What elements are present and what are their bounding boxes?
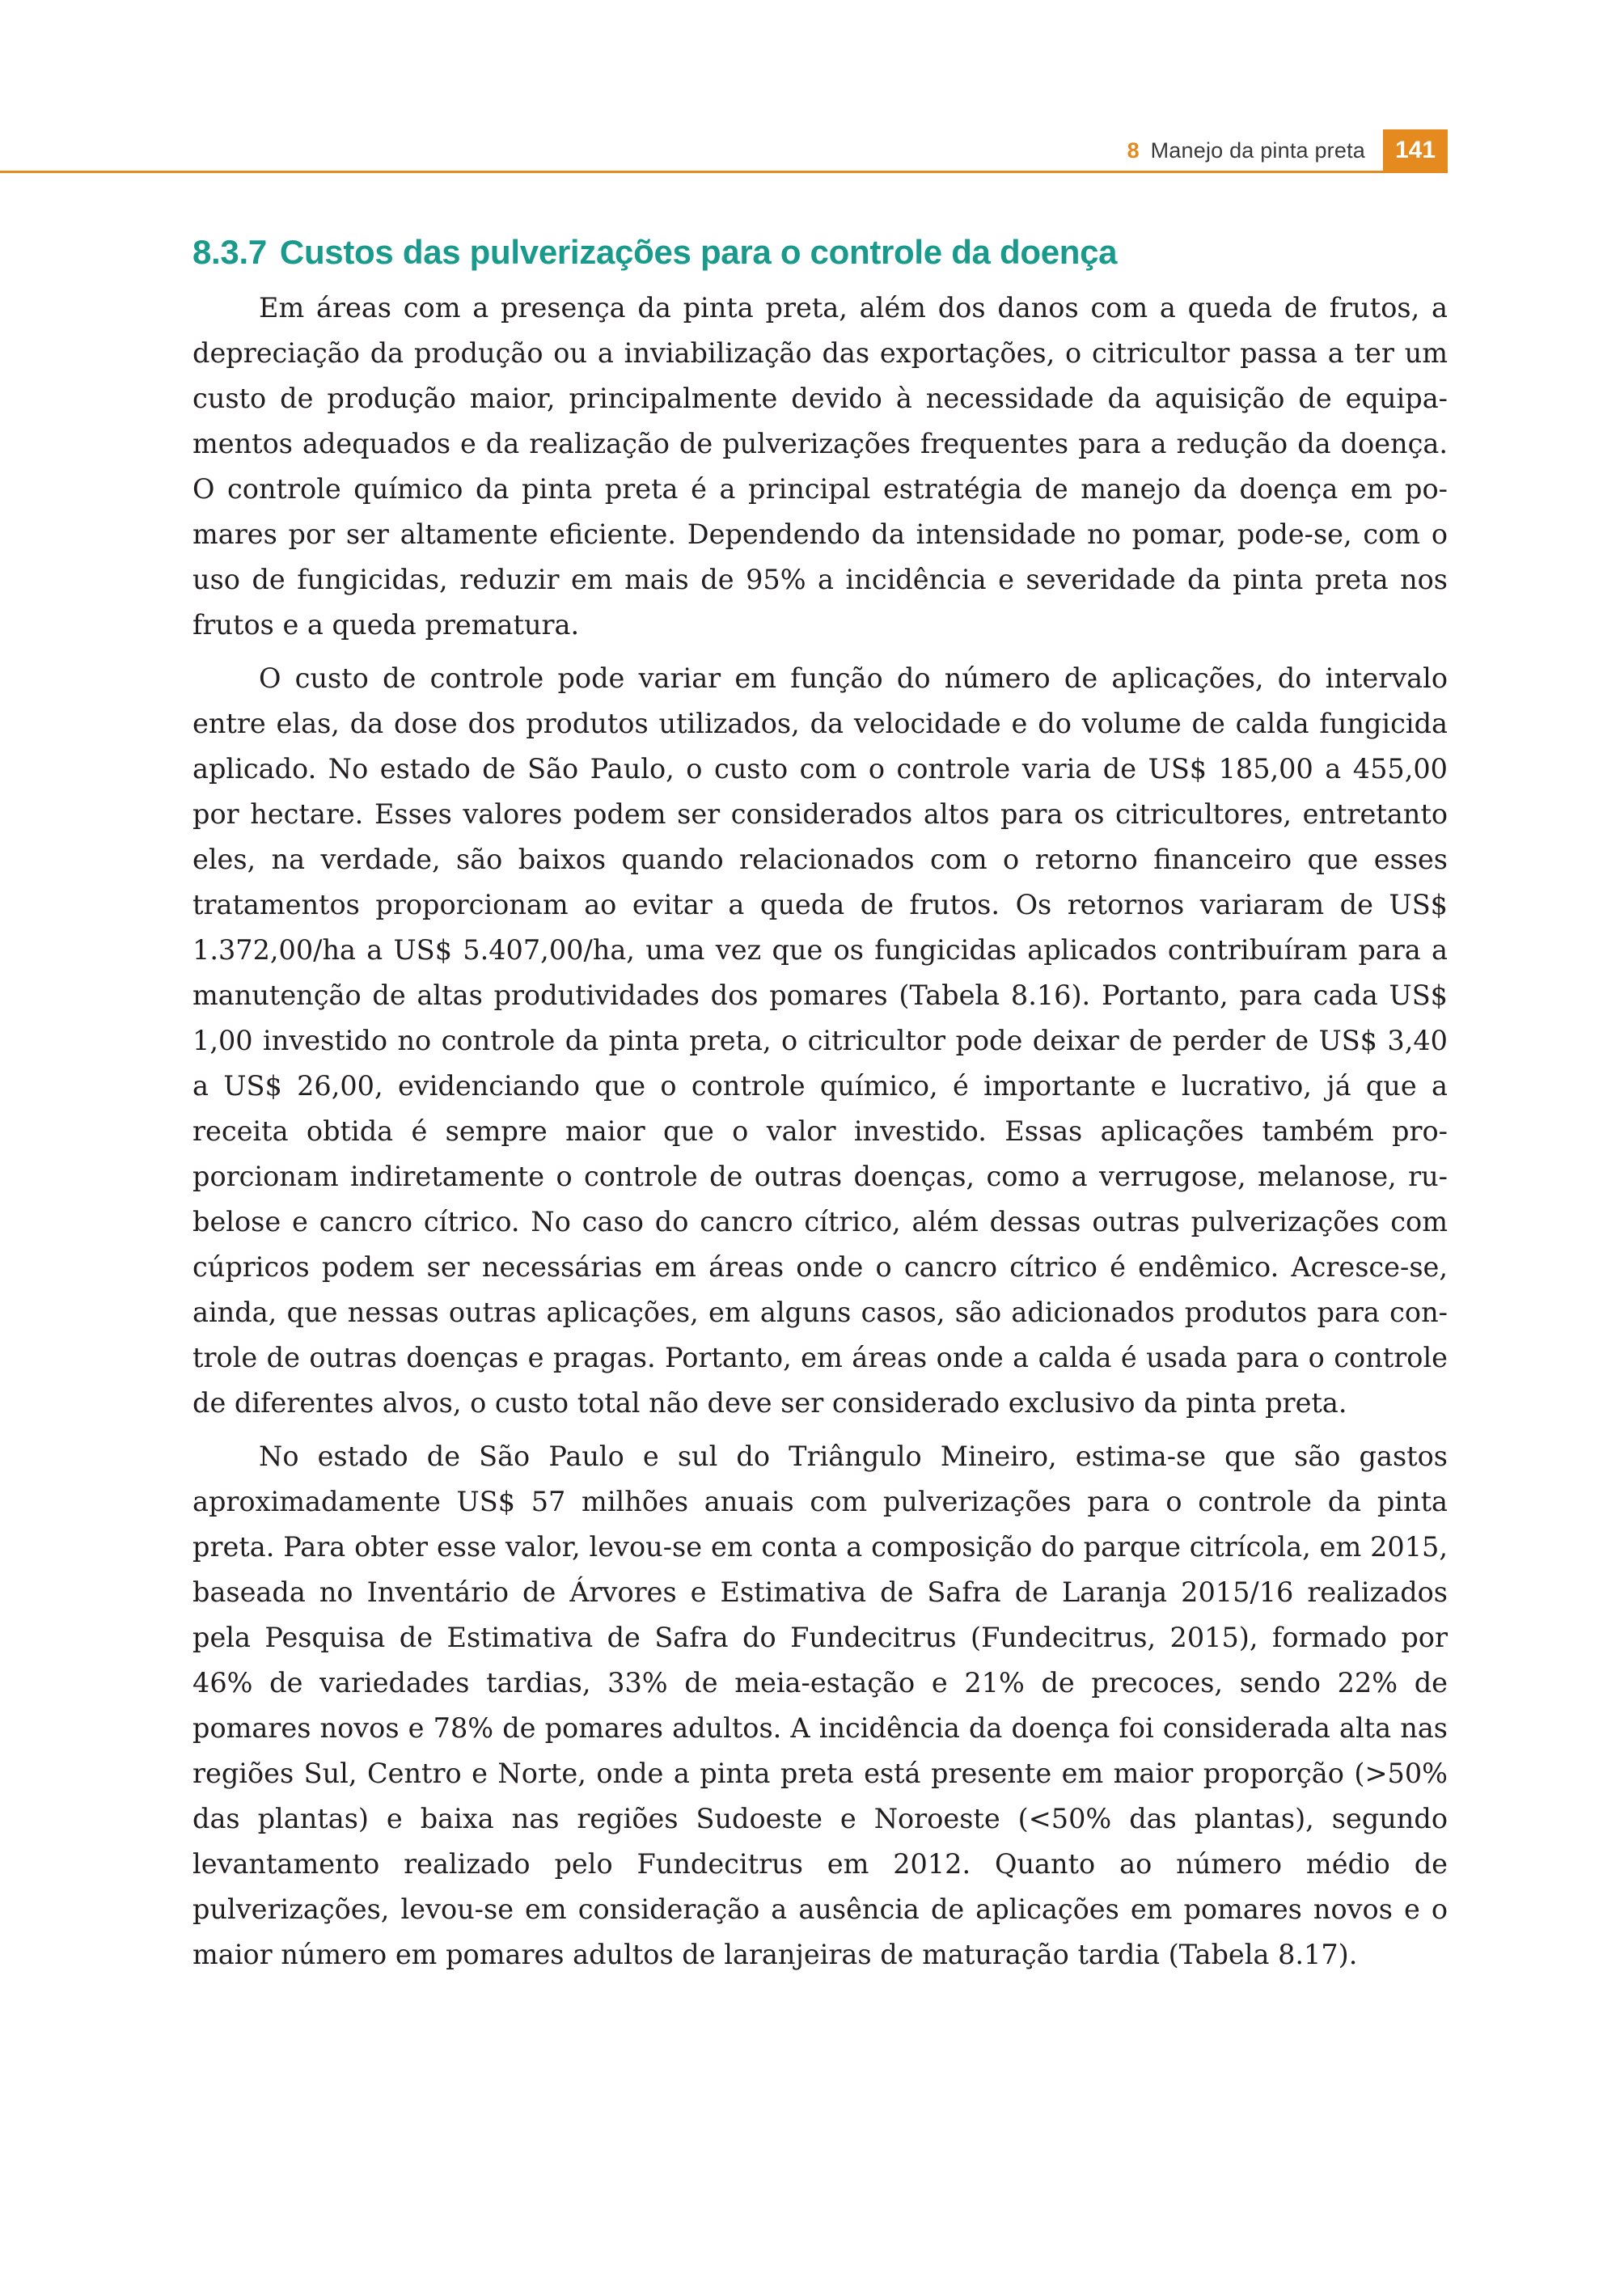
paragraph-3: No estado de São Paulo e sul do Triângulo Mineiro, estima-se que são gastos aproximadamente US$ 57 milhões anuais com pulverizações para o controle da pinta preta. Para obter esse valor, levou-se em conta a composição do parque citrícola, em 2015, baseada no Inventário de Árvores e Estimativa de Safra de Laranja 2015/16 realizados pela Pesquisa de Estimativa de Safra do Fundecitrus (Fundecitrus, 2015), formado por 46% de variedades tardias, 33% de meia-estação e 21% de precoces, sendo 22% de pomares novos e 78% de pomares adultos. A incidência da doença foi considerada alta nas regiões Sul, Centro e Norte, onde a pinta preta está presente em maior proporção (>50% das plantas) e baixa nas regiões Sudoeste e Noroeste (<50% das plantas), segundo levantamento realizado pelo Fundecitrus em 2012. Quanto ao número médio de pulverizações, levou-se em consideração a ausência de aplicações em pomares novos e o maior número em pomares adultos de laranjeiras de maturação tardia (Tabela 8.17).	[192, 1440, 1448, 1970]
section-heading	[192, 231, 1448, 274]
paragraph-2: O custo de controle pode variar em função do número de aplicações, do intervalo entre elas, da dose dos produtos utilizados, da velocidade e do volume de calda fungicida aplicado. No estado de São Paulo, o custo com o controle varia de US$ 185,00 a 455,00 por hectare. Esses valores podem ser considerados altos para os citricultores, entretanto eles, na verdade, são baixos quando relacionados com o retorno financeiro que esses tratamentos proporcionam ao evitar a queda de frutos. Os retornos variaram de US$ 1.372,00/ha a US$ 5.407,00/ha, uma vez que os fungicidas aplicados contribuíram para a manutenção de altas produtividades dos pomares (Tabela 8.16). Portanto, para cada US$ 1,00 investido no controle da pinta preta, o citricultor pode deixar de perder de US$ 3,40 a US$ 26,00, evidenciando que o controle químico, é importante e lucrativo, já que a receita obtida é sempre maior que o valor investido. Essas aplicações também proporcionam indiretamente o controle de outras doenças, como a verrugose, melanose, rubelose e cancro cítrico. No caso do cancro cítrico, além dessas outras pulverizações com cúpricos podem ser necessárias em áreas onde o cancro cítrico é endêmico. Acresce-se, ainda, que nessas outras aplicações, em alguns casos, são adicionados produtos para controle de outras doenças e pragas. Portanto, em áreas onde a calda é usada para o controle de diferentes alvos, o custo total não deve ser considerado exclusivo da pinta preta.	[192, 662, 1448, 1419]
page-number: 141	[1383, 129, 1448, 171]
section-number: 8.3.7	[192, 233, 267, 271]
main-content	[192, 231, 1448, 1986]
section-title: Custos das pulverizações para o controle da doença	[279, 233, 1118, 271]
running-header	[1127, 129, 1448, 171]
chapter-number: 8	[1127, 137, 1140, 163]
header-rule	[0, 171, 1448, 173]
chapter-title: Manejo da pinta preta	[1150, 137, 1365, 163]
paragraph-1: Em áreas com a presença da pinta preta, além dos danos com a queda de frutos, a depreciação da produção ou a inviabilização das exportações, o citricultor passa a ter um custo de produção maior, principalmente devido à necessidade da aquisição de equipamentos adequados e da realização de pulverizações frequentes para a redução da doença. O controle químico da pinta preta é a principal estratégia de manejo da doença em pomares por ser altamente eficiente. Dependendo da intensidade no pomar, pode-se, com o uso de fungicidas, reduzir em mais de 95% a incidência e severidade da pinta preta nos frutos e a queda prematura.	[192, 291, 1448, 641]
